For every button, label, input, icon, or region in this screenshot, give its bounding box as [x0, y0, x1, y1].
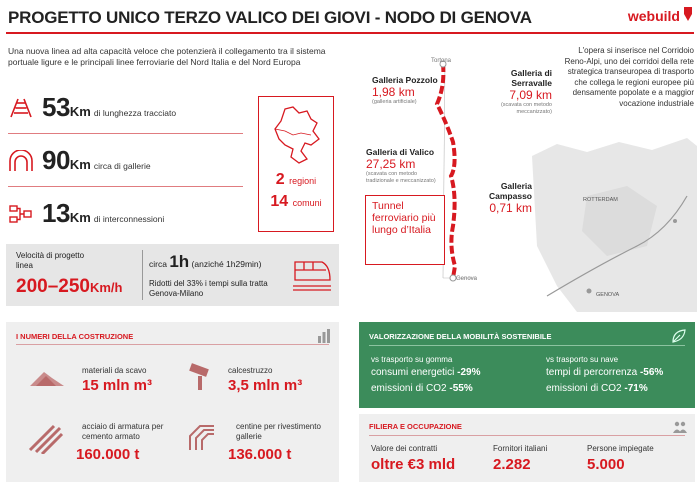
brand-mark-icon: [682, 5, 694, 23]
regions-number: 2: [275, 171, 285, 188]
road-energy: [371, 367, 481, 378]
tunnel-pozzolo: [372, 75, 442, 105]
construction-label: acciaio di armatura per cemento armato: [82, 422, 164, 441]
arch-icon: [186, 422, 218, 454]
mobility-heading: VALORIZZAZIONE DELLA MOBILITÀ SOSTENIBILE: [369, 332, 552, 341]
travel-time: [149, 252, 261, 272]
page-title: PROGETTO UNICO TERZO VALICO DEI GIOVI - NODO DI GENOVA: [8, 8, 532, 27]
construction-divider: [16, 344, 329, 345]
city-rotterdam: ROTTERDAM: [583, 197, 618, 203]
tunnel-callout: Tunnel ferroviario più lungo d’Italia: [365, 195, 445, 265]
ship-title: vs trasporto su nave: [546, 355, 619, 364]
stat-length: [8, 92, 176, 123]
mobility-divider: [369, 345, 685, 346]
stat-unit: Km: [69, 157, 91, 172]
stat-divider: [8, 186, 243, 187]
employees-label: Persone impiegate: [587, 444, 654, 453]
stat-unit: Km: [69, 104, 91, 119]
train-icon: [292, 256, 332, 294]
ship-time: [546, 367, 663, 378]
tunnel-serravalle: [476, 68, 552, 116]
stat-interconnections: [8, 198, 164, 229]
speed-label: Velocità di progetto linea: [16, 251, 85, 270]
time-desc: Ridotti del 33% i tempi sulla tratta Genova-Milano: [149, 279, 268, 298]
people-icon: [673, 420, 687, 434]
stat-divider: [8, 133, 243, 134]
stat-label: di interconnessioni: [93, 214, 165, 224]
construction-label: centine per rivestimento gallerie: [236, 422, 321, 441]
tunnel-name: Galleria Pozzolo: [372, 75, 438, 85]
construction-label: materiali da scavo: [82, 366, 147, 375]
regions-box: [258, 96, 334, 232]
interconnection-icon: [8, 203, 34, 225]
tunnel-length: 1,98 km: [372, 85, 415, 99]
ship-emissions: [546, 383, 648, 394]
suppliers-label: Fornitori italiani: [493, 444, 548, 453]
tunnel-name: Galleria di Serravalle: [510, 68, 552, 88]
regions-map-icon: [271, 105, 323, 167]
tunnel-note: (scavata con metodo meccanizzato): [500, 102, 552, 115]
tunnel-length: 7,09 km: [509, 88, 552, 102]
stat-label: circa di gallerie: [93, 161, 151, 171]
metric-value: -29%: [457, 367, 481, 378]
speed-panel: [6, 244, 339, 306]
stat-number: 13: [42, 198, 70, 228]
supply-panel: [359, 414, 695, 482]
comuni-count: [259, 193, 333, 211]
suppliers-value: 2.282: [493, 456, 531, 473]
tunnel-campasso: [482, 181, 532, 215]
contracts-label: Valore dei contratti: [371, 444, 438, 453]
tunnel-name: Galleria di Valico: [366, 147, 435, 157]
construction-value: 160.000 t: [76, 446, 140, 463]
leaf-icon: [671, 328, 687, 344]
road-title: vs trasporto su gomma: [371, 355, 453, 364]
tunnel-note: (galleria artificiale): [372, 99, 417, 105]
tunnel-note: (scavata con metodo tradizionale e meccanizzato): [366, 171, 436, 184]
track-icon: [8, 97, 34, 119]
road-emissions: [371, 383, 473, 394]
speed-value: [16, 276, 122, 298]
time-value: 1h: [169, 252, 190, 271]
tunnel-length: 0,71 km: [489, 201, 532, 215]
concrete-icon: [186, 362, 216, 392]
employees-value: 5.000: [587, 456, 625, 473]
chart-bars-icon: [317, 329, 331, 343]
stat-number: 90: [42, 145, 70, 175]
stat-tunnels: [8, 145, 151, 176]
city-tortona: Tortona: [431, 58, 452, 64]
construction-panel: [6, 322, 339, 482]
tunnel-valico: [366, 147, 442, 185]
tunnel-name: Galleria Campasso: [489, 181, 532, 201]
construction-label: calcestruzzo: [228, 366, 273, 375]
brand-logo: webuild: [627, 8, 680, 24]
metric-label: consumi energetici: [371, 367, 455, 378]
city-genova: Genova: [456, 276, 478, 282]
mobility-panel: [359, 322, 695, 408]
rebar-icon: [28, 424, 64, 454]
contracts-value: oltre €3 mld: [371, 456, 456, 473]
time-note: (anziché 1h29min): [191, 259, 262, 269]
speed-number: 200–250: [16, 276, 90, 297]
construction-value: 15 mln m³: [82, 377, 153, 394]
city-genova-label: GENOVA: [596, 292, 620, 298]
metric-value: -55%: [449, 383, 473, 394]
construction-heading: I NUMERI DELLA COSTRUZIONE: [16, 332, 134, 341]
stat-unit: Km: [69, 210, 91, 225]
tunnel-length: 27,25 km: [366, 157, 416, 171]
time-prefix: circa: [149, 259, 167, 269]
metric-value: -71%: [624, 383, 648, 394]
tunnel-icon: [8, 150, 34, 172]
metric-label: emissioni di CO2: [371, 383, 447, 394]
construction-value: 3,5 mln m³: [228, 377, 303, 394]
intro-text: Una nuova linea ad alta capacità veloce che potenzierà il collegamento tra il sistema portuale ligure e le principali linee ferroviarie del Nord Italia e del Nord Europa: [8, 46, 326, 67]
supply-heading: FILIERA E OCCUPAZIONE: [369, 422, 462, 431]
regions-count: [259, 171, 333, 189]
construction-value: 136.000 t: [228, 446, 292, 463]
corridor-text: L'opera si inserisce nel Corridoio Reno-Alpi, uno dei corridoi della rete strategica transeuropea di trasporto che collega le regioni europee più densamente popolate e a maggior vocazione industriale: [564, 46, 694, 108]
regions-label: regioni: [289, 176, 317, 186]
comuni-number: 14: [270, 193, 289, 210]
speed-unit: Km/h: [89, 280, 123, 295]
metric-value: -56%: [639, 367, 664, 378]
metric-label: tempi di percorrenza: [546, 367, 638, 378]
header-divider: [6, 32, 694, 34]
metric-label: emissioni di CO2: [546, 383, 622, 394]
excavation-icon: [28, 366, 66, 388]
speed-divider: [142, 250, 143, 300]
stat-number: 53: [42, 92, 70, 122]
supply-divider: [369, 435, 685, 436]
comuni-label: comuni: [292, 198, 322, 208]
stat-label: di lunghezza tracciato: [93, 108, 177, 118]
